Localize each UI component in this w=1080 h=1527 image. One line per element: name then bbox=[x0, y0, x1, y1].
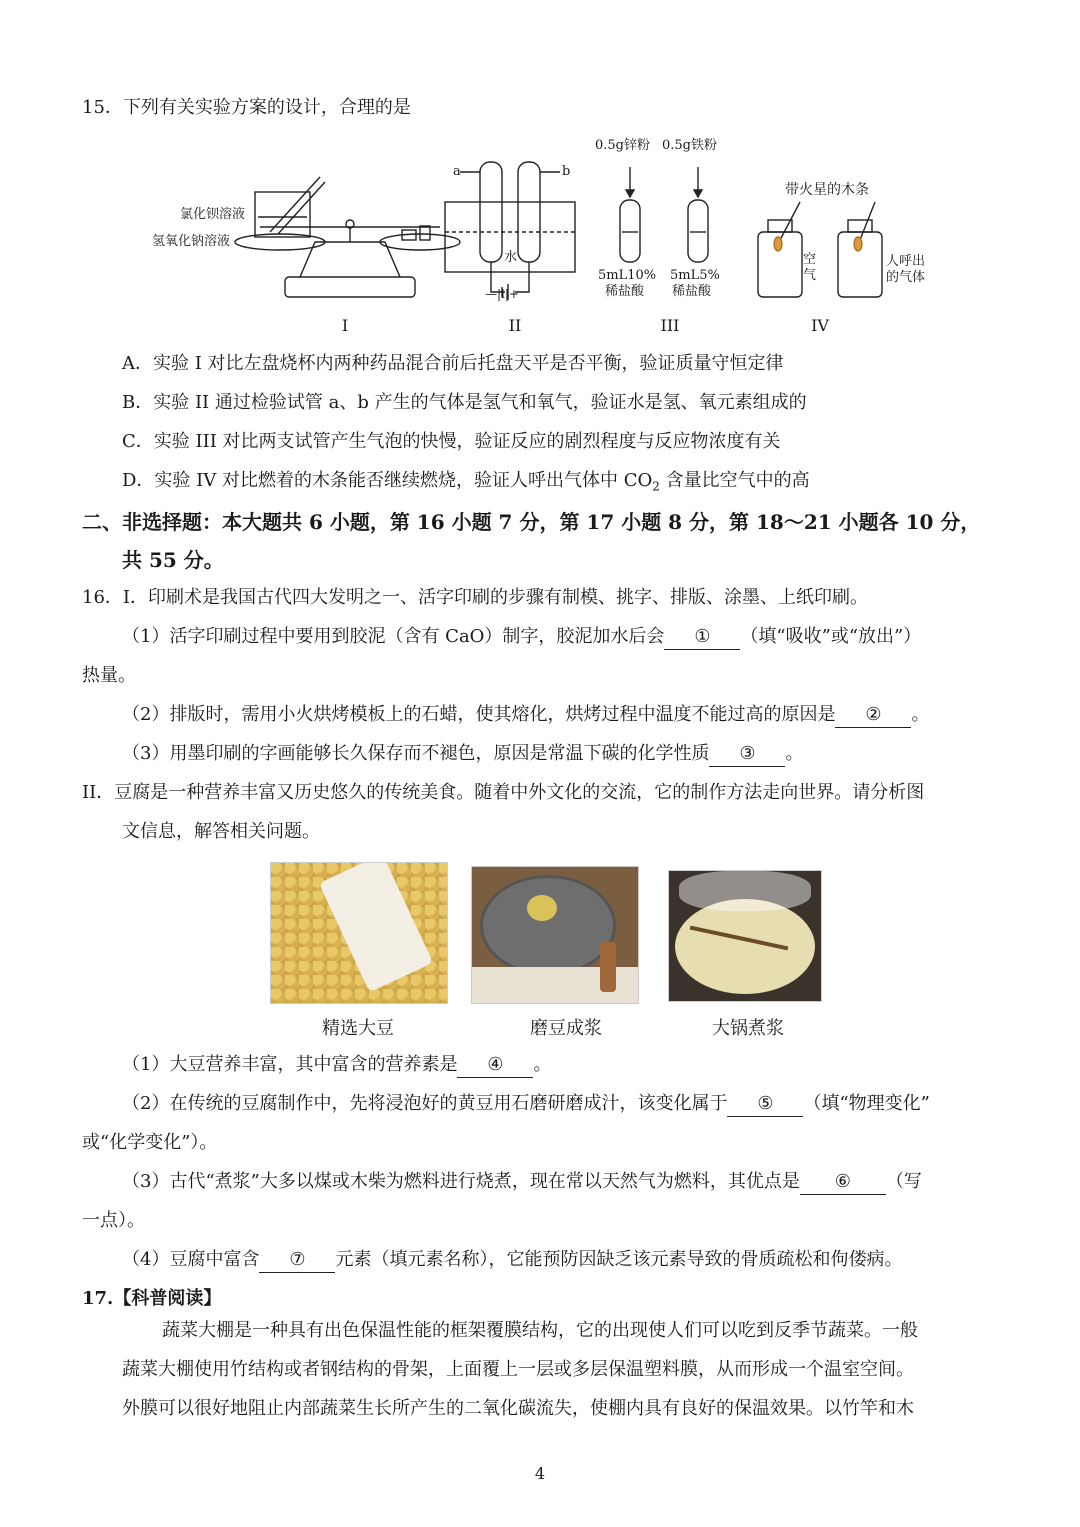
q16-ii-line2: 文信息，解答相关问题。 bbox=[122, 821, 320, 842]
label-zinc-powder: 0.5g锌粉 bbox=[595, 138, 650, 153]
section2-heading-line2: 共 55 分。 bbox=[122, 548, 224, 572]
label-a: a bbox=[453, 164, 461, 179]
q15-option-c: C．实验 III 对比两支试管产生气泡的快慢，验证反应的剧烈程度与反应物浓度有关 bbox=[122, 431, 781, 452]
q15-option-d-post: 含量比空气中的高 bbox=[659, 470, 810, 491]
q16-part3-text: （3）用墨印刷的字画能够长久保存而不褪色，原因是常温下碳的化学性质 bbox=[122, 743, 710, 764]
q16-ii-part4-end: 元素（填元素名称），它能预防因缺乏该元素导致的骨质疏松和佝偻病。 bbox=[335, 1249, 903, 1270]
q17-para-line3: 外膜可以很好地阻止内部蔬菜生长所产生的二氧化碳流失，使棚内具有良好的保温效果。以竹竿和木 bbox=[122, 1398, 914, 1419]
q15-figure bbox=[140, 132, 960, 342]
q16-ii-part2-cont: 或“化学变化”）。 bbox=[82, 1132, 218, 1153]
label-glowing-splint: 带火星的木条 bbox=[785, 182, 869, 198]
label-barium-chloride: 氯化钡溶液 bbox=[180, 207, 246, 222]
q16-part1 bbox=[122, 625, 921, 650]
q16-part2 bbox=[122, 703, 929, 728]
q16-ii-part4 bbox=[122, 1248, 902, 1273]
label-battery: —|l|+ bbox=[485, 287, 519, 301]
q16-ii-part2 bbox=[122, 1092, 930, 1117]
label-air: 空气 bbox=[803, 252, 817, 283]
label-acid-10pct-name: 稀盐酸 bbox=[605, 284, 645, 299]
electrolysis-apparatus bbox=[445, 162, 575, 300]
q17-title: 17.【科普阅读】 bbox=[82, 1288, 222, 1309]
test-tubes bbox=[620, 167, 708, 262]
soybean-photo bbox=[270, 862, 448, 1004]
section2-heading-line1: 二、非选择题：本大题共 6 小题，第 16 小题 7 分，第 17 小题 8 分，第 18～21 小题各 10 分， bbox=[82, 510, 981, 534]
q16-ii-part3-hint: （写 bbox=[885, 1171, 922, 1192]
q16-intro: 16．I．印刷术是我国古代四大发明之一、活字印刷的步骤有制模、挑字、排版、涂墨、上纸印刷。 bbox=[82, 587, 869, 608]
label-exhaled-gas-2: 的气体 bbox=[886, 270, 926, 285]
answer-blank-3[interactable]: ③ bbox=[709, 742, 785, 767]
q16-ii-part3-cont: 一点）。 bbox=[82, 1210, 145, 1231]
gas-bottles bbox=[758, 202, 882, 297]
q17-para-line2: 蔬菜大棚使用竹结构或者钢结构的骨架，上面覆上一层或多层保温塑料膜，从而形成一个温室空间。 bbox=[122, 1359, 914, 1380]
q16-ii-part3 bbox=[122, 1170, 922, 1195]
answer-blank-4[interactable]: ④ bbox=[457, 1053, 533, 1078]
q16-ii-part2-hint: （填“物理变化” bbox=[803, 1093, 930, 1114]
q15-title: 15．下列有关实验方案的设计，合理的是 bbox=[82, 97, 411, 118]
q16-ii-part1-text: （1）大豆营养丰富，其中富含的营养素是 bbox=[122, 1054, 458, 1075]
caption-grinding: 磨豆成浆 bbox=[530, 1018, 602, 1039]
answer-blank-1[interactable]: ① bbox=[664, 625, 740, 650]
answer-blank-2[interactable]: ② bbox=[835, 703, 911, 728]
q16-ii-part1-end: 。 bbox=[533, 1054, 552, 1075]
q17-para-line1: 蔬菜大棚是一种具有出色保温性能的框架覆膜结构，它的出现使人们可以吃到反季节蔬菜。一般 bbox=[162, 1320, 918, 1341]
label-exp-4: IV bbox=[811, 316, 829, 335]
q16-part1-text: （1）活字印刷过程中要用到胶泥（含有 CaO）制字，胶泥加水后会 bbox=[122, 626, 665, 647]
q15-option-d-pre: D．实验 IV 对比燃着的木条能否继续燃烧，验证人呼出气体中 CO bbox=[122, 470, 653, 491]
label-exp-2: II bbox=[508, 316, 522, 335]
label-water: 水 bbox=[504, 250, 518, 265]
label-exhaled-gas-1: 人呼出 bbox=[886, 254, 926, 269]
q16-part3-end: 。 bbox=[785, 743, 804, 764]
label-sodium-hydroxide: 氢氧化钠溶液 bbox=[152, 234, 231, 249]
q15-option-b: B．实验 II 通过检验试管 a、b 产生的气体是氢气和氧气，验证水是氢、氧元素组成的 bbox=[122, 392, 807, 413]
q16-ii-part2-text: （2）在传统的豆腐制作中，先将浸泡好的黄豆用石磨研磨成汁，该变化属于 bbox=[122, 1093, 728, 1114]
cooking-pot-photo bbox=[668, 870, 822, 1002]
q16-ii-part4-text: （4）豆腐中富含 bbox=[122, 1249, 260, 1270]
answer-blank-5[interactable]: ⑤ bbox=[727, 1092, 803, 1117]
q16-part1-cont: 热量。 bbox=[82, 665, 136, 686]
label-exp-3: III bbox=[660, 316, 680, 335]
page-number: 4 bbox=[534, 1464, 546, 1483]
q16-ii-part1 bbox=[122, 1053, 551, 1078]
q15-option-a: A．实验 I 对比左盘烧杯内两种药品混合前后托盘天平是否平衡，验证质量守恒定律 bbox=[122, 353, 784, 374]
answer-blank-7[interactable]: ⑦ bbox=[259, 1248, 335, 1273]
caption-soybean: 精选大豆 bbox=[322, 1018, 394, 1039]
answer-blank-6[interactable]: ⑥ bbox=[800, 1170, 886, 1195]
label-b: b bbox=[562, 164, 571, 179]
q15-option-d bbox=[122, 469, 810, 499]
q16-ii-part3-text: （3）古代“煮浆”大多以煤或木柴为燃料进行烧煮，现在常以天然气为燃料，其优点是 bbox=[122, 1171, 800, 1192]
label-acid-5pct-name: 稀盐酸 bbox=[672, 284, 712, 299]
q16-part2-text: （2）排版时，需用小火烘烤模板上的石蜡，使其熔化，烘烤过程中温度不能过高的原因是 bbox=[122, 704, 836, 725]
label-exp-1: I bbox=[341, 316, 349, 335]
stone-mill-photo bbox=[471, 866, 639, 1004]
q16-ii-line1: II．豆腐是一种营养丰富又历史悠久的传统美食。随着中外文化的交流，它的制作方法走向世界。请分析图 bbox=[82, 782, 925, 803]
q15-option-d-sub: 2 bbox=[652, 479, 660, 494]
balance-apparatus bbox=[235, 177, 460, 297]
q16-part3 bbox=[122, 742, 803, 767]
label-acid-5pct: 5mL5% bbox=[670, 268, 720, 283]
experiment-diagram bbox=[140, 132, 960, 342]
caption-boiling: 大锅煮浆 bbox=[712, 1018, 784, 1039]
label-acid-10pct: 5mL10% bbox=[598, 268, 657, 283]
q16-part2-end: 。 bbox=[911, 704, 930, 725]
q16-part1-hint: （填“吸收”或“放出”） bbox=[740, 626, 922, 647]
label-iron-powder: 0.5g铁粉 bbox=[662, 138, 717, 153]
